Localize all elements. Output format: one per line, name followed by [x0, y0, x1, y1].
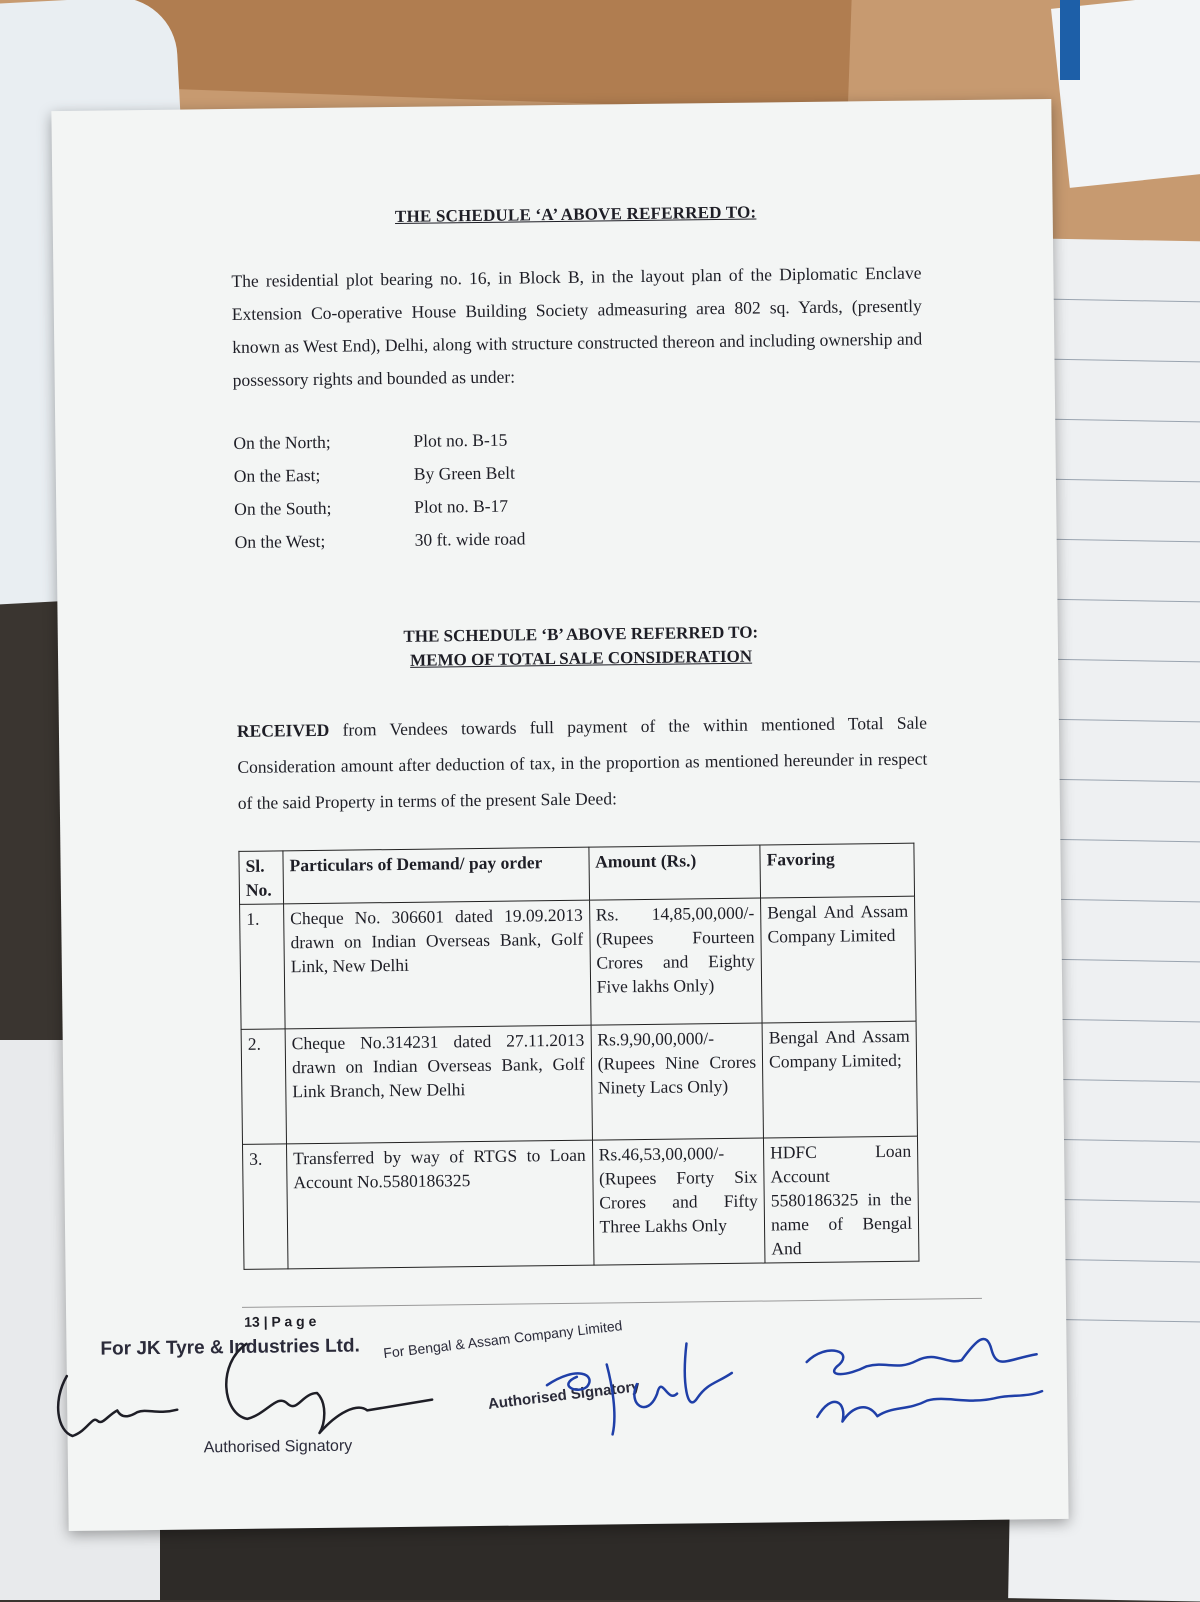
- received-paragraph: [237, 705, 928, 821]
- cell-sl: 1.: [240, 904, 285, 1030]
- boundary-value: 30 ft. wide road: [414, 528, 526, 550]
- cell-sl: 3.: [243, 1144, 288, 1270]
- header-amount: Amount (Rs.): [588, 845, 760, 900]
- received-label: RECEIVED: [236, 719, 330, 741]
- blue-folder-edge: [1060, 0, 1080, 80]
- sale-consideration-table: [238, 843, 919, 1270]
- page-label: | P a g e: [263, 1313, 317, 1330]
- cell-amount: Rs.9,90,00,000/- (Rupees Nine Crores Ninety Lacs Only): [591, 1023, 764, 1140]
- cell-favoring: Bengal And Assam Company Limited: [761, 896, 916, 1023]
- table-header-row: [239, 843, 915, 904]
- received-text: from Vendees towards full payment of the within mentioned Total Sale Consideration amount after deduction of tax, in the proportion as mentioned hereunder in respect of the said Property in terms of the present Sale Deed:: [237, 712, 928, 813]
- signature-right-blue: [796, 1319, 1058, 1452]
- schedule-a-paragraph: The residential plot bearing no. 16, in Block B, in the layout plan of the Diplomatic Enclave Extension Co-operative House Building Society admeasuring area 802 sq. Yards, (presently known as West End), Delhi, along with structure constructed thereon and including ownership and possessory rights and bounded as under:: [231, 262, 923, 390]
- bengal-assam-stamp: For Bengal & Assam Company Limited: [382, 1317, 624, 1362]
- header-favoring: Favoring: [760, 843, 915, 898]
- document-content: [231, 201, 934, 1270]
- cell-favoring: HDFC Loan Account 5580186325 in the name of Bengal And: [764, 1136, 919, 1263]
- cell-amount: Rs. 14,85,00,000/- (Rupees Fourteen Crores and Eighty Five lakhs Only): [589, 898, 762, 1025]
- boundary-west: [234, 518, 924, 559]
- page-number-value: 13: [244, 1313, 260, 1330]
- cell-sl: 2.: [241, 1029, 286, 1145]
- jk-tyre-stamp: For JK Tyre & Industries Ltd.: [100, 1335, 360, 1360]
- table-row: [243, 1136, 919, 1269]
- jk-authorised-signatory: Authorised Signatory: [203, 1437, 353, 1457]
- boundary-direction: On the West;: [234, 530, 326, 552]
- header-sl-no: Sl. No.: [239, 851, 284, 905]
- boundary-value: Plot no. B-17: [414, 495, 509, 517]
- signature-middle-black: [206, 1332, 437, 1445]
- cell-particulars: Transferred by way of RTGS to Loan Account No.5580186325: [286, 1140, 593, 1269]
- boundary-direction: On the North;: [233, 431, 331, 453]
- footer-divider: [242, 1298, 982, 1308]
- cell-favoring: Bengal And Assam Company Limited;: [762, 1021, 917, 1138]
- schedule-b-subheading: MEMO OF TOTAL SALE CONSIDERATION: [409, 646, 753, 670]
- boundaries-list: [233, 419, 925, 559]
- table-row: [241, 1021, 917, 1144]
- schedule-a-heading: THE SCHEDULE ‘A’ ABOVE REFERRED TO:: [394, 202, 757, 226]
- boundary-value: By Green Belt: [413, 462, 516, 484]
- cell-particulars: Cheque No. 306601 dated 19.09.2013 drawn on Indian Overseas Bank, Golf Link, New Delhi: [284, 900, 591, 1029]
- bengal-assam-authorised-signatory: Authorised Signatory: [487, 1378, 641, 1413]
- page-number: [244, 1313, 316, 1330]
- boundary-value: Plot no. B-15: [413, 429, 508, 451]
- schedule-b-heading: THE SCHEDULE ‘B’ ABOVE REFERRED TO:: [403, 622, 759, 646]
- schedule-b-heading-block: [236, 619, 927, 675]
- document-page: [51, 99, 1068, 1531]
- header-particulars: Particulars of Demand/ pay order: [283, 847, 589, 904]
- boundary-direction: On the South;: [234, 497, 332, 519]
- signature-centre-blue: [516, 1323, 747, 1446]
- table-row: [240, 896, 916, 1029]
- cell-particulars: Cheque No.314231 dated 27.11.2013 drawn on Indian Overseas Bank, Golf Link Branch, New Delhi: [285, 1025, 592, 1144]
- cell-amount: Rs.46,53,00,000/- (Rupees Forty Six Crores and Fifty Three Lakhs Only: [592, 1138, 765, 1265]
- boundary-direction: On the East;: [233, 464, 321, 486]
- signature-left-black: [47, 1359, 208, 1451]
